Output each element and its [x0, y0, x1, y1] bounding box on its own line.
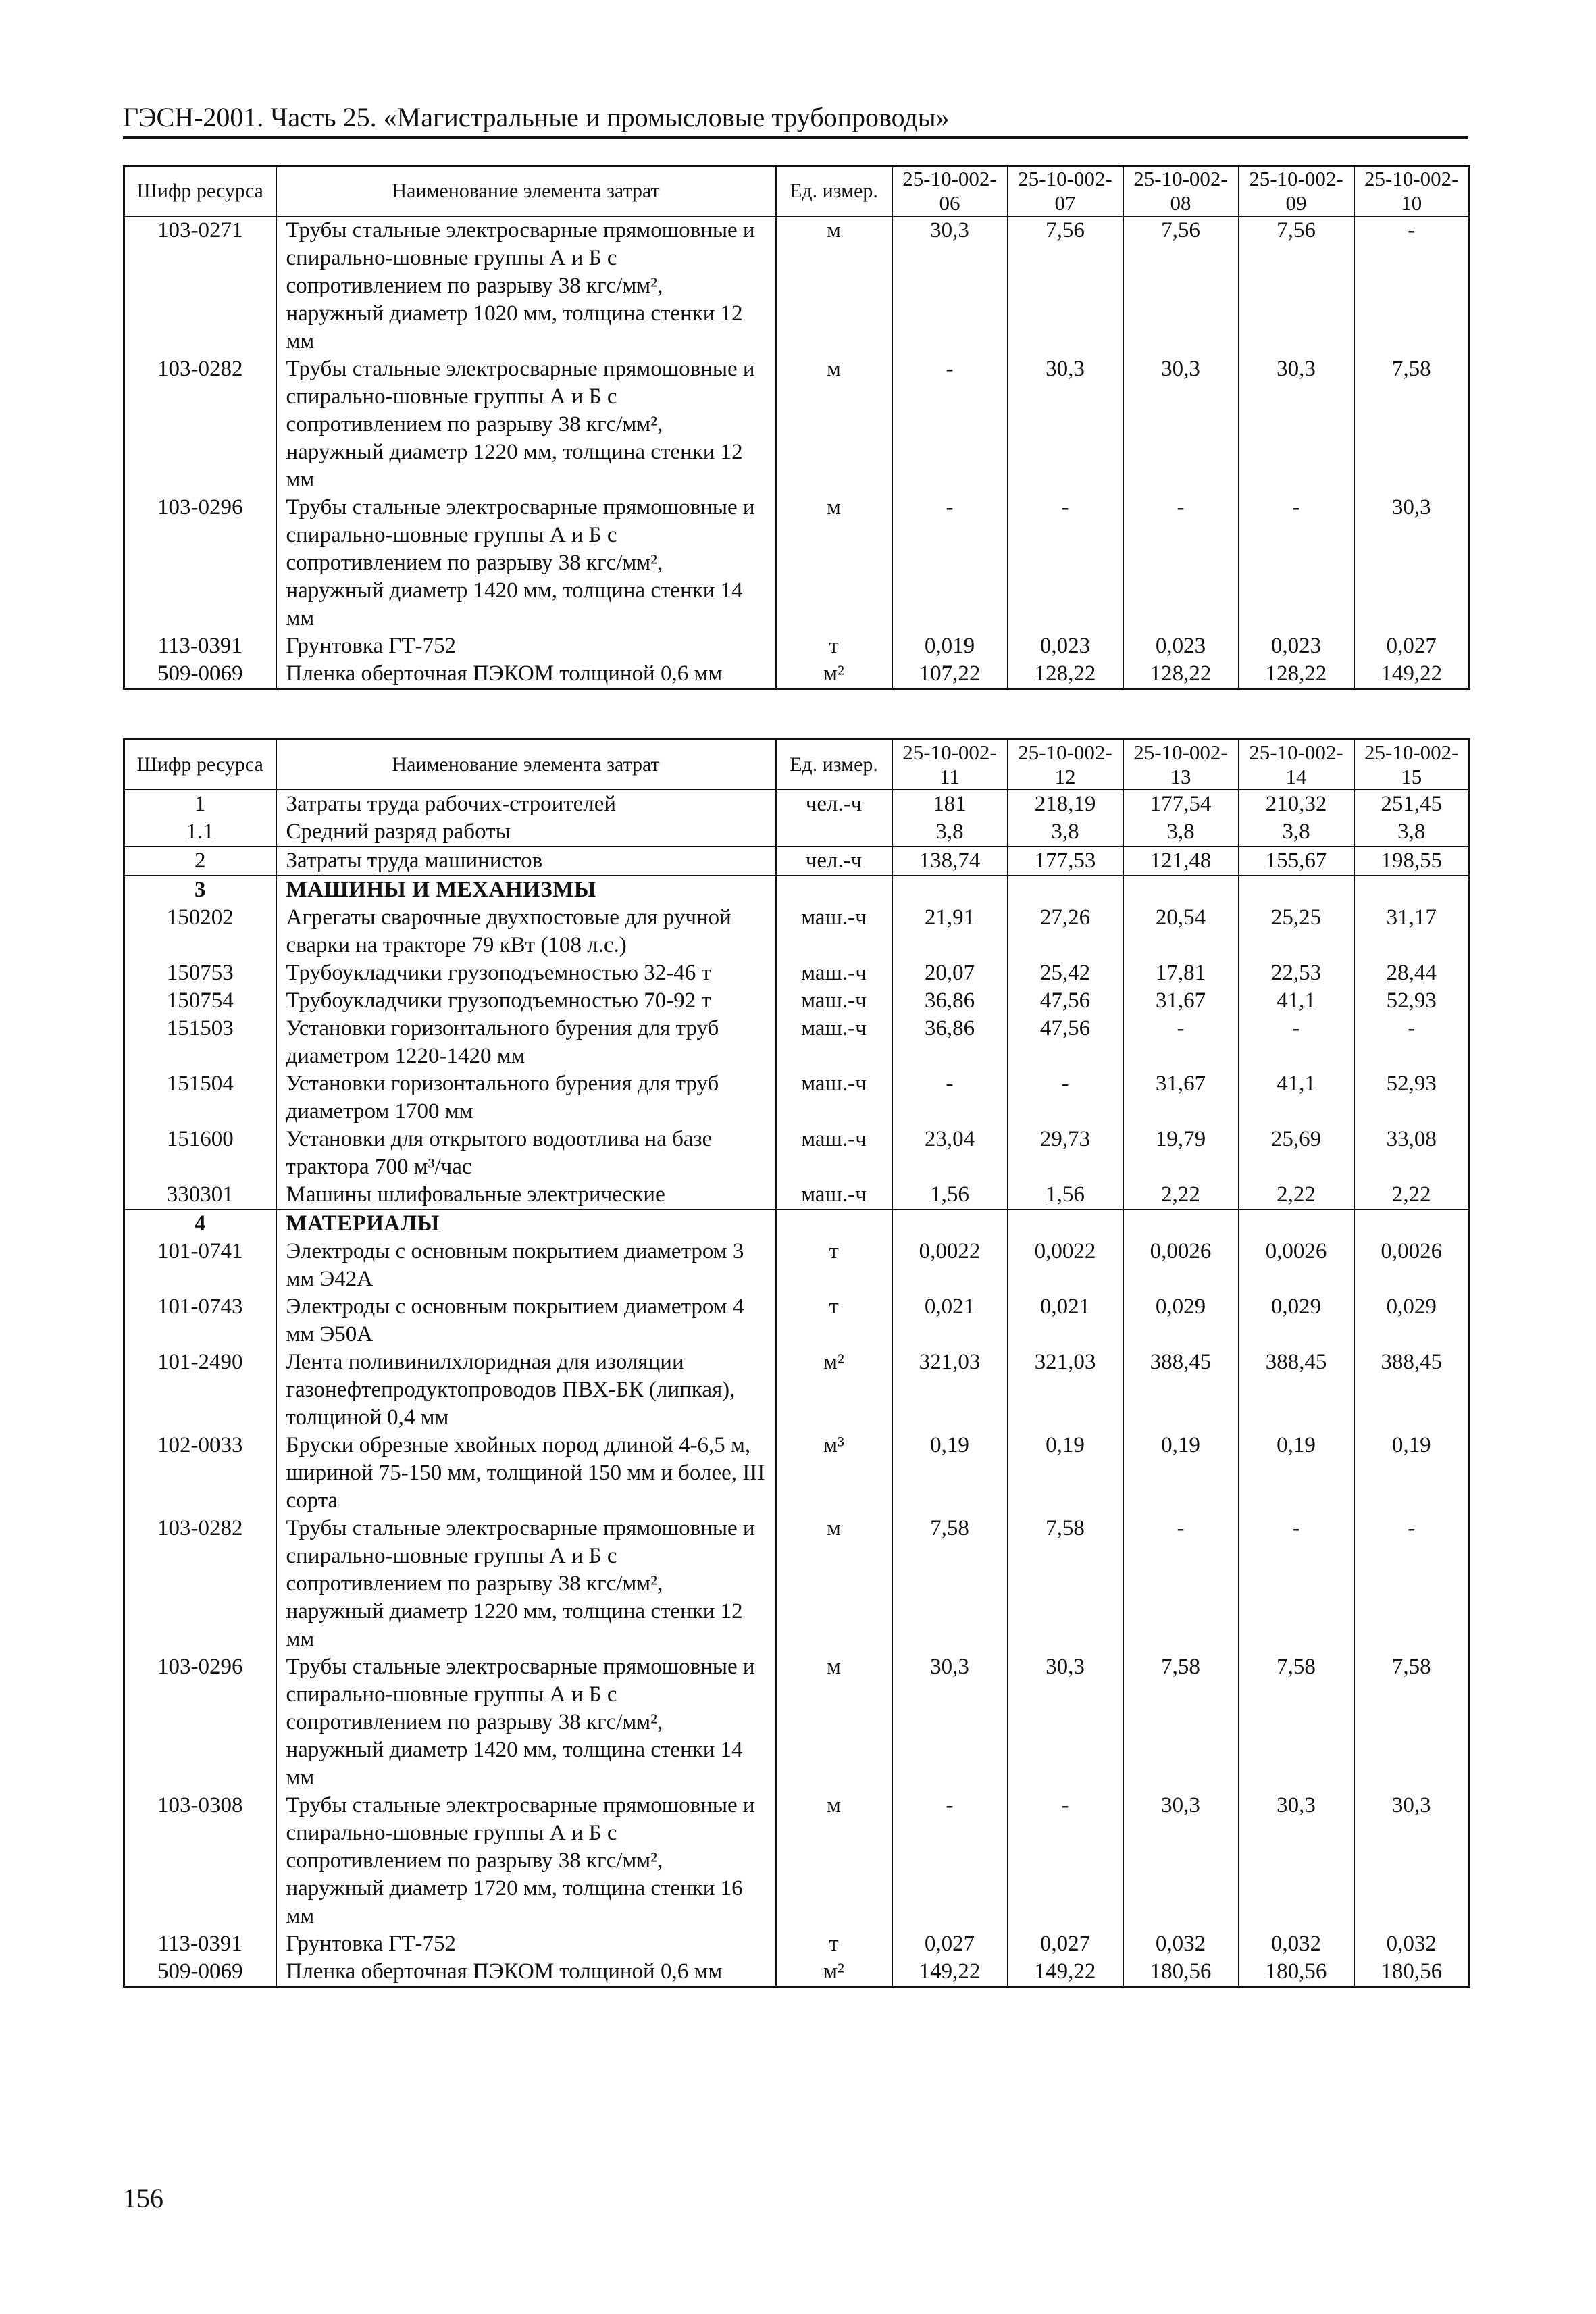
table-row — [124, 790, 1470, 818]
unit-cell: м — [776, 1792, 892, 1930]
unit-cell: маш.-ч — [776, 904, 892, 959]
resource-name-cell: Установки горизонтального бурения для труб диаметром 1700 мм — [276, 1070, 776, 1126]
unit-cell — [776, 818, 892, 847]
value-cell: 30,3 — [892, 1653, 1008, 1792]
resource-name-cell: Агрегаты сварочные двухпостовые для ручной сварки на тракторе 79 кВт (108 л.с.) — [276, 904, 776, 959]
value-cell: 52,93 — [1354, 987, 1470, 1015]
value-cell: 0,032 — [1354, 1930, 1470, 1958]
value-cell: 30,3 — [1123, 355, 1239, 494]
value-cell: 30,3 — [1239, 355, 1354, 494]
value-cell: 7,56 — [1123, 216, 1239, 355]
unit-cell — [776, 1209, 892, 1238]
value-cell: 0,029 — [1123, 1293, 1239, 1349]
value-cell — [892, 1209, 1008, 1238]
value-cell: 388,45 — [1354, 1349, 1470, 1432]
value-cell: 0,023 — [1239, 632, 1354, 660]
value-cell: 7,58 — [892, 1515, 1008, 1653]
resource-code-cell: 509-0069 — [124, 1958, 276, 1987]
value-cell: 180,56 — [1123, 1958, 1239, 1987]
resource-name-cell: Трубы стальные электросварные прямошовные и спирально-шовные группы А и Б с сопротивлением по разрыву 38 кгс/мм², наружный диаметр 1720 мм, толщина стенки 16 мм — [276, 1792, 776, 1930]
value-cell: 29,73 — [1008, 1126, 1123, 1181]
value-cell: 0,029 — [1354, 1293, 1470, 1349]
col-header-norm: 25-10-002-15 — [1354, 740, 1470, 790]
table-row — [124, 904, 1470, 959]
table-row — [124, 1070, 1470, 1126]
value-cell: - — [1123, 1015, 1239, 1070]
unit-cell — [776, 876, 892, 904]
col-header-unit: Ед. измер. — [776, 740, 892, 790]
unit-cell: м — [776, 1515, 892, 1653]
col-header-norm: 25-10-002-10 — [1354, 166, 1470, 217]
unit-cell: маш.-ч — [776, 987, 892, 1015]
resource-code-cell: 101-0741 — [124, 1238, 276, 1293]
value-cell: 47,56 — [1008, 987, 1123, 1015]
value-cell: - — [1123, 494, 1239, 632]
value-cell: 2,22 — [1123, 1181, 1239, 1209]
table-row — [124, 1432, 1470, 1515]
resource-name-cell: Трубоукладчики грузоподъемностью 70-92 т — [276, 987, 776, 1015]
resource-name-cell: Лента поливинилхлоридная для изоляции газонефтепродуктопроводов ПВХ-БК (липкая), толщиной 0,4 мм — [276, 1349, 776, 1432]
col-header-norm: 25-10-002-13 — [1123, 740, 1239, 790]
col-header-norm: 25-10-002-06 — [892, 166, 1008, 217]
value-cell: 0,029 — [1239, 1293, 1354, 1349]
unit-cell: м — [776, 1653, 892, 1792]
col-header-name: Наименование элемента затрат — [276, 740, 776, 790]
unit-cell: м³ — [776, 1432, 892, 1515]
value-cell: 27,26 — [1008, 904, 1123, 959]
value-cell: 218,19 — [1008, 790, 1123, 818]
value-cell: - — [1239, 494, 1354, 632]
resource-code-cell: 1 — [124, 790, 276, 818]
value-cell: 33,08 — [1354, 1126, 1470, 1181]
table-row — [124, 1792, 1470, 1930]
value-cell — [1123, 876, 1239, 904]
value-cell: 0,019 — [892, 632, 1008, 660]
value-cell: 0,19 — [1354, 1432, 1470, 1515]
col-header-code: Шифр ресурса — [124, 166, 276, 217]
resource-name-cell: Трубоукладчики грузоподъемностью 32-46 т — [276, 959, 776, 987]
value-cell: 41,1 — [1239, 987, 1354, 1015]
unit-cell: т — [776, 1293, 892, 1349]
value-cell: 20,54 — [1123, 904, 1239, 959]
value-cell: - — [1354, 1015, 1470, 1070]
value-cell: 388,45 — [1123, 1349, 1239, 1432]
table-row — [124, 1181, 1470, 1209]
value-cell: - — [892, 1070, 1008, 1126]
value-cell: 3,8 — [1354, 818, 1470, 847]
value-cell: - — [1239, 1015, 1354, 1070]
resource-name-cell: Грунтовка ГТ-752 — [276, 1930, 776, 1958]
value-cell: - — [1354, 216, 1470, 355]
value-cell: 7,58 — [1354, 355, 1470, 494]
value-cell: 30,3 — [1239, 1792, 1354, 1930]
resource-table-1 — [123, 165, 1470, 690]
unit-cell: маш.-ч — [776, 1070, 892, 1126]
table-row — [124, 632, 1470, 660]
value-cell: 0,027 — [892, 1930, 1008, 1958]
value-cell: 0,023 — [1123, 632, 1239, 660]
value-cell: 0,027 — [1008, 1930, 1123, 1958]
page-number: 156 — [123, 2183, 163, 2213]
resource-code-cell: 151504 — [124, 1070, 276, 1126]
col-header-name: Наименование элемента затрат — [276, 166, 776, 217]
value-cell — [1123, 1209, 1239, 1238]
value-cell: 25,42 — [1008, 959, 1123, 987]
value-cell: 180,56 — [1239, 1958, 1354, 1987]
unit-cell: чел.-ч — [776, 847, 892, 876]
table-row — [124, 1209, 1470, 1238]
unit-cell: маш.-ч — [776, 1015, 892, 1070]
value-cell: 36,86 — [892, 1015, 1008, 1070]
value-cell: 138,74 — [892, 847, 1008, 876]
unit-cell: м — [776, 355, 892, 494]
table-row — [124, 1653, 1470, 1792]
value-cell: 47,56 — [1008, 1015, 1123, 1070]
value-cell: 7,58 — [1239, 1653, 1354, 1792]
value-cell: 7,58 — [1123, 1653, 1239, 1792]
resource-name-cell: Грунтовка ГТ-752 — [276, 632, 776, 660]
table-row — [124, 660, 1470, 689]
value-cell: 321,03 — [892, 1349, 1008, 1432]
col-header-norm: 25-10-002-08 — [1123, 166, 1239, 217]
value-cell: 321,03 — [1008, 1349, 1123, 1432]
table-row — [124, 1126, 1470, 1181]
table-1-body — [124, 216, 1470, 689]
value-cell: 0,0022 — [892, 1238, 1008, 1293]
resource-name-cell: Трубы стальные электросварные прямошовные и спирально-шовные группы А и Б с сопротивлением по разрыву 38 кгс/мм², наружный диаметр 1020 мм, толщина стенки 12 мм — [276, 216, 776, 355]
value-cell: 0,021 — [892, 1293, 1008, 1349]
unit-cell: м² — [776, 660, 892, 689]
value-cell: 30,3 — [892, 216, 1008, 355]
table-row — [124, 1958, 1470, 1987]
table-1-header-row — [124, 166, 1470, 217]
value-cell: 0,032 — [1239, 1930, 1354, 1958]
table-row — [124, 1293, 1470, 1349]
resource-code-cell: 113-0391 — [124, 632, 276, 660]
value-cell: 2,22 — [1239, 1181, 1354, 1209]
page-header: ГЭСН-2001. Часть 25. «Магистральные и промысловые трубопроводы» — [123, 101, 1468, 139]
resource-name-cell: Средний разряд работы — [276, 818, 776, 847]
value-cell: 31,67 — [1123, 987, 1239, 1015]
table-row — [124, 1349, 1470, 1432]
table-row — [124, 355, 1470, 494]
value-cell: 3,8 — [1239, 818, 1354, 847]
unit-cell: маш.-ч — [776, 1126, 892, 1181]
value-cell: 0,021 — [1008, 1293, 1123, 1349]
resource-name-cell: Бруски обрезные хвойных пород длиной 4-6,5 м, шириной 75-150 мм, толщиной 150 мм и более, III сорта — [276, 1432, 776, 1515]
resource-code-cell: 101-2490 — [124, 1349, 276, 1432]
value-cell: 1,56 — [892, 1181, 1008, 1209]
value-cell — [1354, 1209, 1470, 1238]
value-cell: 7,56 — [1239, 216, 1354, 355]
value-cell: - — [1008, 494, 1123, 632]
resource-name-cell: Установки горизонтального бурения для труб диаметром 1220-1420 мм — [276, 1015, 776, 1070]
resource-code-cell: 101-0743 — [124, 1293, 276, 1349]
value-cell: 25,69 — [1239, 1126, 1354, 1181]
table-row — [124, 959, 1470, 987]
resource-name-cell: Трубы стальные электросварные прямошовные и спирально-шовные группы А и Б с сопротивлением по разрыву 38 кгс/мм², наружный диаметр 1220 мм, толщина стенки 12 мм — [276, 355, 776, 494]
resource-name-cell: Затраты труда рабочих-строителей — [276, 790, 776, 818]
col-header-norm: 25-10-002-09 — [1239, 166, 1354, 217]
table-row — [124, 494, 1470, 632]
resource-code-cell: 102-0033 — [124, 1432, 276, 1515]
value-cell — [1354, 876, 1470, 904]
value-cell: 0,19 — [1123, 1432, 1239, 1515]
unit-cell: м — [776, 494, 892, 632]
value-cell: 0,032 — [1123, 1930, 1239, 1958]
value-cell: 128,22 — [1123, 660, 1239, 689]
value-cell — [1239, 1209, 1354, 1238]
table-2-header-row — [124, 740, 1470, 790]
value-cell: - — [1239, 1515, 1354, 1653]
value-cell: 21,91 — [892, 904, 1008, 959]
value-cell: 0,027 — [1354, 632, 1470, 660]
col-header-code: Шифр ресурса — [124, 740, 276, 790]
resource-code-cell: 103-0296 — [124, 494, 276, 632]
resource-code-cell: 150754 — [124, 987, 276, 1015]
value-cell: - — [892, 355, 1008, 494]
value-cell: 7,56 — [1008, 216, 1123, 355]
table-row — [124, 1515, 1470, 1653]
resource-code-cell: 103-0308 — [124, 1792, 276, 1930]
value-cell: 210,32 — [1239, 790, 1354, 818]
value-cell: 30,3 — [1123, 1792, 1239, 1930]
value-cell: 180,56 — [1354, 1958, 1470, 1987]
value-cell: 2,22 — [1354, 1181, 1470, 1209]
value-cell — [1008, 876, 1123, 904]
value-cell: 3,8 — [1123, 818, 1239, 847]
resource-code-cell: 150202 — [124, 904, 276, 959]
value-cell: 107,22 — [892, 660, 1008, 689]
unit-cell: т — [776, 632, 892, 660]
col-header-norm: 25-10-002-14 — [1239, 740, 1354, 790]
unit-cell: м² — [776, 1349, 892, 1432]
resource-code-cell: 2 — [124, 847, 276, 876]
value-cell: 17,81 — [1123, 959, 1239, 987]
value-cell: 149,22 — [1354, 660, 1470, 689]
value-cell: 20,07 — [892, 959, 1008, 987]
unit-cell: маш.-ч — [776, 959, 892, 987]
value-cell: 23,04 — [892, 1126, 1008, 1181]
value-cell — [1008, 1209, 1123, 1238]
col-header-norm: 25-10-002-07 — [1008, 166, 1123, 217]
resource-name-cell: МАШИНЫ И МЕХАНИЗМЫ — [276, 876, 776, 904]
col-header-norm: 25-10-002-11 — [892, 740, 1008, 790]
value-cell: 31,17 — [1354, 904, 1470, 959]
value-cell: 28,44 — [1354, 959, 1470, 987]
value-cell: 155,67 — [1239, 847, 1354, 876]
value-cell: 7,58 — [1008, 1515, 1123, 1653]
resource-code-cell: 3 — [124, 876, 276, 904]
value-cell: 0,0026 — [1123, 1238, 1239, 1293]
resource-name-cell: Трубы стальные электросварные прямошовные и спирально-шовные группы А и Б с сопротивлением по разрыву 38 кгс/мм², наружный диаметр 1220 мм, толщина стенки 12 мм — [276, 1515, 776, 1653]
resource-name-cell: Трубы стальные электросварные прямошовные и спирально-шовные группы А и Б с сопротивлением по разрыву 38 кгс/мм², наружный диаметр 1420 мм, толщина стенки 14 мм — [276, 494, 776, 632]
table-row — [124, 1015, 1470, 1070]
resource-code-cell: 103-0296 — [124, 1653, 276, 1792]
value-cell — [1239, 876, 1354, 904]
table-2-body — [124, 790, 1470, 1987]
resource-code-cell: 103-0282 — [124, 355, 276, 494]
value-cell: - — [1123, 1515, 1239, 1653]
value-cell: 0,19 — [1239, 1432, 1354, 1515]
value-cell: 36,86 — [892, 987, 1008, 1015]
resource-code-cell: 103-0271 — [124, 216, 276, 355]
table-row — [124, 216, 1470, 355]
table-row — [124, 818, 1470, 847]
col-header-unit: Ед. измер. — [776, 166, 892, 217]
resource-name-cell: МАТЕРИАЛЫ — [276, 1209, 776, 1238]
value-cell — [892, 876, 1008, 904]
resource-code-cell: 151503 — [124, 1015, 276, 1070]
col-header-norm: 25-10-002-12 — [1008, 740, 1123, 790]
resource-name-cell: Электроды с основным покрытием диаметром 4 мм Э50А — [276, 1293, 776, 1349]
value-cell: 149,22 — [1008, 1958, 1123, 1987]
value-cell: 128,22 — [1239, 660, 1354, 689]
value-cell: 30,3 — [1354, 494, 1470, 632]
value-cell: 149,22 — [892, 1958, 1008, 1987]
value-cell: 177,53 — [1008, 847, 1123, 876]
value-cell: - — [892, 494, 1008, 632]
table-row — [124, 1238, 1470, 1293]
value-cell: 19,79 — [1123, 1126, 1239, 1181]
value-cell: 0,19 — [1008, 1432, 1123, 1515]
resource-table-2 — [123, 738, 1470, 1988]
resource-code-cell: 1.1 — [124, 818, 276, 847]
value-cell: - — [1008, 1070, 1123, 1126]
unit-cell: чел.-ч — [776, 790, 892, 818]
value-cell: 0,19 — [892, 1432, 1008, 1515]
value-cell: 25,25 — [1239, 904, 1354, 959]
resource-code-cell: 4 — [124, 1209, 276, 1238]
value-cell: 251,45 — [1354, 790, 1470, 818]
value-cell: 198,55 — [1354, 847, 1470, 876]
resource-name-cell: Установки для открытого водоотлива на базе трактора 700 м³/час — [276, 1126, 776, 1181]
resource-code-cell: 509-0069 — [124, 660, 276, 689]
resource-name-cell: Трубы стальные электросварные прямошовные и спирально-шовные группы А и Б с сопротивлением по разрыву 38 кгс/мм², наружный диаметр 1420 мм, толщина стенки 14 мм — [276, 1653, 776, 1792]
unit-cell: т — [776, 1930, 892, 1958]
unit-cell: маш.-ч — [776, 1181, 892, 1209]
table-row — [124, 847, 1470, 876]
value-cell: 128,22 — [1008, 660, 1123, 689]
resource-code-cell: 113-0391 — [124, 1930, 276, 1958]
value-cell: 22,53 — [1239, 959, 1354, 987]
value-cell: 30,3 — [1354, 1792, 1470, 1930]
value-cell: 0,023 — [1008, 632, 1123, 660]
value-cell: 41,1 — [1239, 1070, 1354, 1126]
resource-name-cell: Пленка оберточная ПЭКОМ толщиной 0,6 мм — [276, 1958, 776, 1987]
value-cell: 7,58 — [1354, 1653, 1470, 1792]
resource-code-cell: 151600 — [124, 1126, 276, 1181]
value-cell: 3,8 — [1008, 818, 1123, 847]
resource-name-cell: Электроды с основным покрытием диаметром 3 мм Э42А — [276, 1238, 776, 1293]
resource-code-cell: 103-0282 — [124, 1515, 276, 1653]
unit-cell: м² — [776, 1958, 892, 1987]
resource-name-cell: Затраты труда машинистов — [276, 847, 776, 876]
value-cell: 0,0022 — [1008, 1238, 1123, 1293]
unit-cell: м — [776, 216, 892, 355]
value-cell: 388,45 — [1239, 1349, 1354, 1432]
value-cell: - — [1008, 1792, 1123, 1930]
value-cell: - — [892, 1792, 1008, 1930]
value-cell: 177,54 — [1123, 790, 1239, 818]
value-cell: 52,93 — [1354, 1070, 1470, 1126]
table-row — [124, 987, 1470, 1015]
value-cell: 1,56 — [1008, 1181, 1123, 1209]
value-cell: 30,3 — [1008, 355, 1123, 494]
resource-name-cell: Машины шлифовальные электрические — [276, 1181, 776, 1209]
table-row — [124, 1930, 1470, 1958]
value-cell: 121,48 — [1123, 847, 1239, 876]
value-cell: 30,3 — [1008, 1653, 1123, 1792]
table-row — [124, 876, 1470, 904]
value-cell: 181 — [892, 790, 1008, 818]
value-cell: 0,0026 — [1354, 1238, 1470, 1293]
resource-name-cell: Пленка оберточная ПЭКОМ толщиной 0,6 мм — [276, 660, 776, 689]
value-cell: 0,0026 — [1239, 1238, 1354, 1293]
value-cell: 31,67 — [1123, 1070, 1239, 1126]
resource-code-cell: 150753 — [124, 959, 276, 987]
resource-code-cell: 330301 — [124, 1181, 276, 1209]
value-cell: - — [1354, 1515, 1470, 1653]
value-cell: 3,8 — [892, 818, 1008, 847]
unit-cell: т — [776, 1238, 892, 1293]
